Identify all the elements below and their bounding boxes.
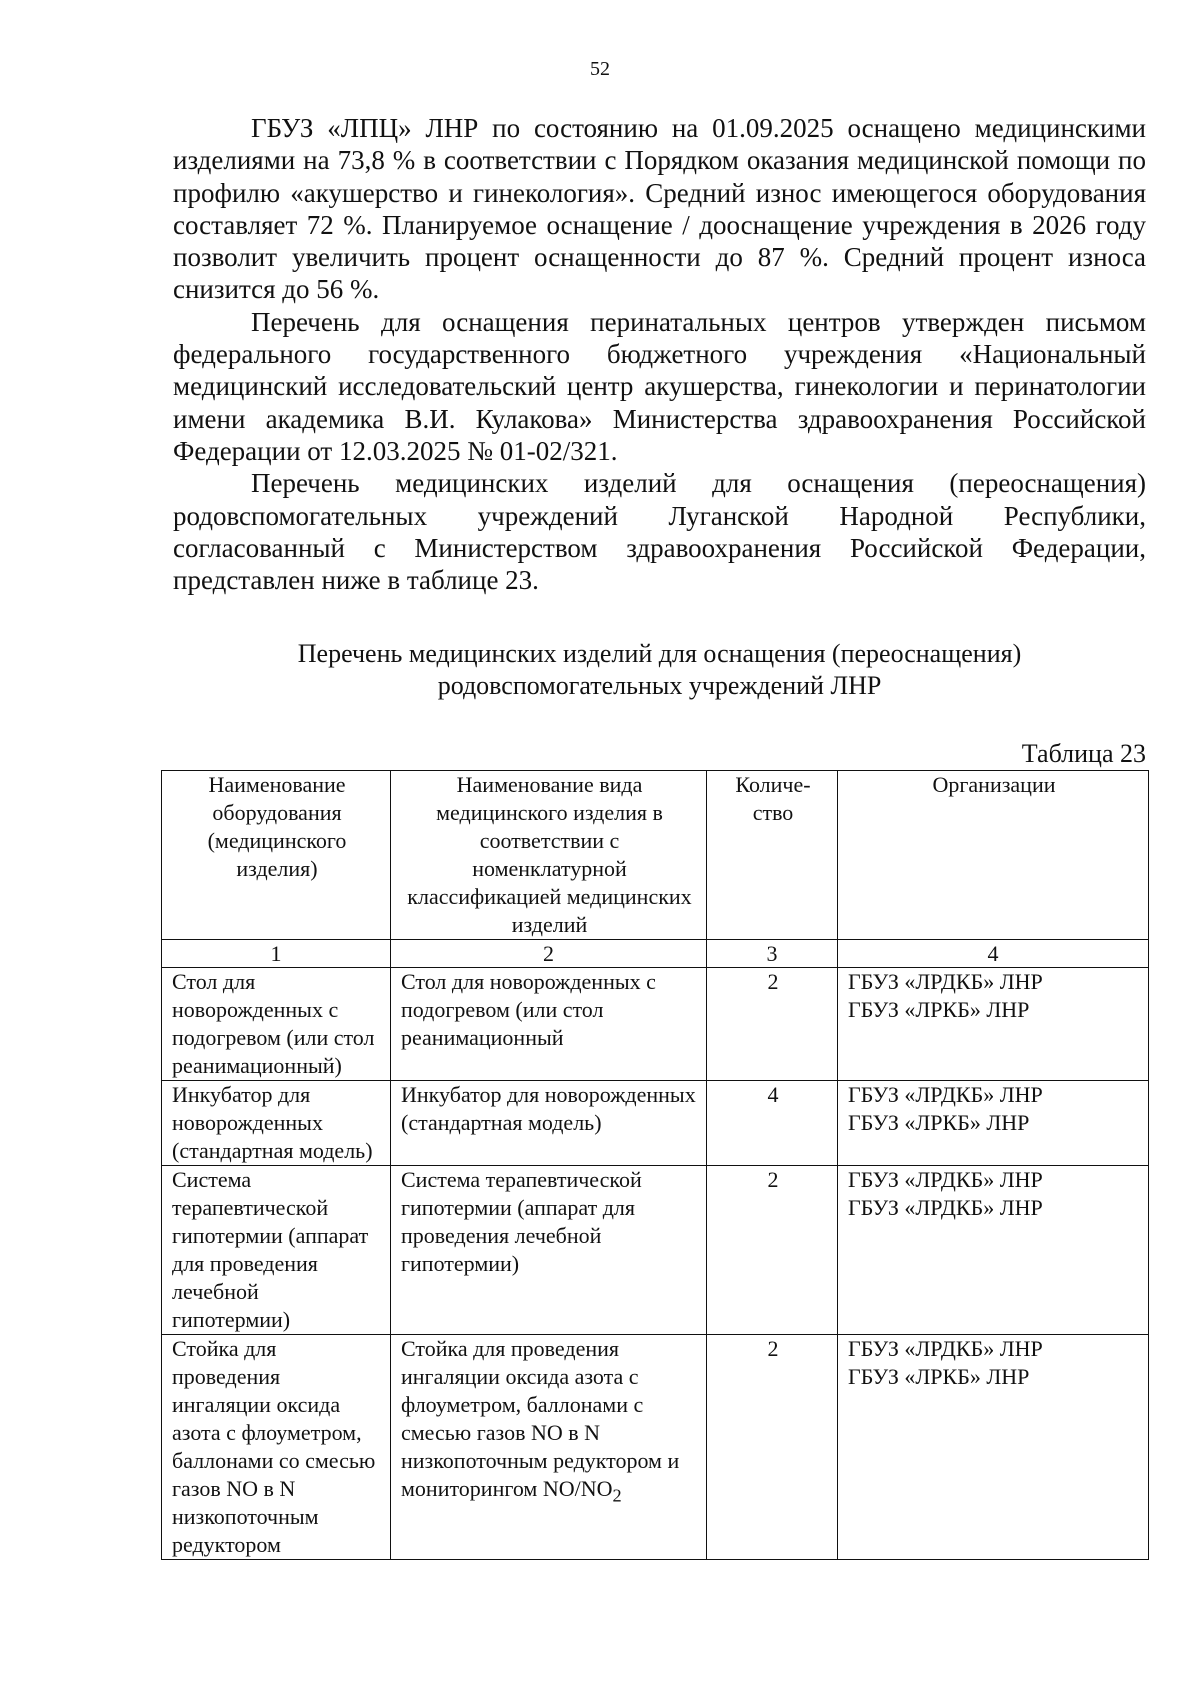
caption-line-2: родовспомогательных учреждений ЛНР [437,671,882,700]
header-organizations: Организации [838,771,1149,940]
table-row [162,1166,1149,1335]
equipment-name-cell: Стойка для проведения ингаляции оксида азота с флоуметром, баллонами со смесью газов NO в N низкопоточным редуктором [162,1335,391,1560]
organization: ГБУЗ «ЛРДКБ» ЛНР [848,1195,1043,1220]
organization: ГБУЗ «ЛРКБ» ЛНР [848,1110,1030,1135]
equipment-name-cell: Инкубатор для новорожденных (стандартная модель) [162,1081,391,1166]
header-device-kind: Наименование вида медицинского изделия в соответствии с номенклатурной классификацией медицинских изделий [391,771,707,940]
organization: ГБУЗ «ЛРКБ» ЛНР [848,1364,1030,1389]
organization: ГБУЗ «ЛРДКБ» ЛНР [848,969,1043,994]
organization: ГБУЗ «ЛРДКБ» ЛНР [848,1082,1043,1107]
organization: ГБУЗ «ЛРДКБ» ЛНР [848,1167,1043,1192]
table-row [162,1335,1149,1560]
device-kind-cell: Система терапевтической гипотермии (аппарат для проведения лечебной гипотермии) [391,1166,707,1335]
column-number: 1 [162,940,391,968]
organizations-cell [838,1166,1149,1335]
paragraph-3: Перечень медицинских изделий для оснащения (переоснащения) родовспомогательных учреждений Луганской Народной Республики, согласованный с Министерством здравоохранения Российской Федерации, представлен ниже в таблице 23. [173,468,1146,596]
equipment-name-cell: Стол для новорожденных с подогревом (или стол реанимационный) [162,968,391,1081]
equipment-table [161,770,1149,1560]
table-label: Таблица 23 [1021,739,1146,768]
table-row [162,1081,1149,1166]
column-number: 4 [838,940,1149,968]
device-kind-text: Стойка для проведения ингаляции оксида азота с флоуметром, баллонами с смесью газов NO в N низкопоточным редуктором и мониторингом NO/NO [401,1336,680,1501]
organizations-cell [838,1335,1149,1560]
device-kind-cell [391,1335,707,1560]
header-equipment-name: Наименование оборудования (медицинского изделия) [162,771,391,940]
page-number: 52 [590,58,610,80]
quantity-cell: 2 [707,968,838,1081]
column-number: 3 [707,940,838,968]
column-numbers-row [162,940,1149,968]
quantity-cell: 2 [707,1166,838,1335]
table-header-row [162,771,1149,940]
device-kind-cell: Стол для новорожденных с подогревом (или стол реанимационный [391,968,707,1081]
table-caption [173,638,1146,702]
organizations-cell [838,1081,1149,1166]
paragraph-1: ГБУЗ «ЛПЦ» ЛНР по состоянию на 01.09.2025 оснащено медицинскими изделиями на 73,8 % в соответствии с Порядком оказания медицинской помощи по профилю «акушерство и гинекология». Средний износ имеющегося оборудования составляет 72 %. Планируемое оснащение / дооснащение учреждения в 2026 году позволит увеличить процент оснащенности до 87 %. Средний процент износа снизится до 56 %. [173,113,1146,305]
device-kind-cell: Инкубатор для новорожденных (стандартная модель) [391,1081,707,1166]
table-row [162,968,1149,1081]
quantity-cell: 2 [707,1335,838,1560]
equipment-name-cell: Система терапевтической гипотермии (аппарат для проведения лечебной гипотермии) [162,1166,391,1335]
caption-line-1: Перечень медицинских изделий для оснащения (переоснащения) [297,639,1022,668]
paragraph-2: Перечень для оснащения перинатальных центров утвержден письмом федерального государственного бюджетного учреждения «Национальный медицинский исследовательский центр акушерства, гинекологии и перинатологии имени академика В.И. Кулакова» Министерства здравоохранения Российской Федерации от 12.03.2025 № 01-02/321. [173,306,1146,466]
header-quantity: Количе-ство [707,771,838,940]
body-text [173,112,1146,596]
column-number: 2 [391,940,707,968]
quantity-cell: 4 [707,1081,838,1166]
organization: ГБУЗ «ЛРДКБ» ЛНР [848,1336,1043,1361]
organizations-cell [838,968,1149,1081]
subscript-two: 2 [612,1485,622,1506]
organization: ГБУЗ «ЛРКБ» ЛНР [848,997,1030,1022]
